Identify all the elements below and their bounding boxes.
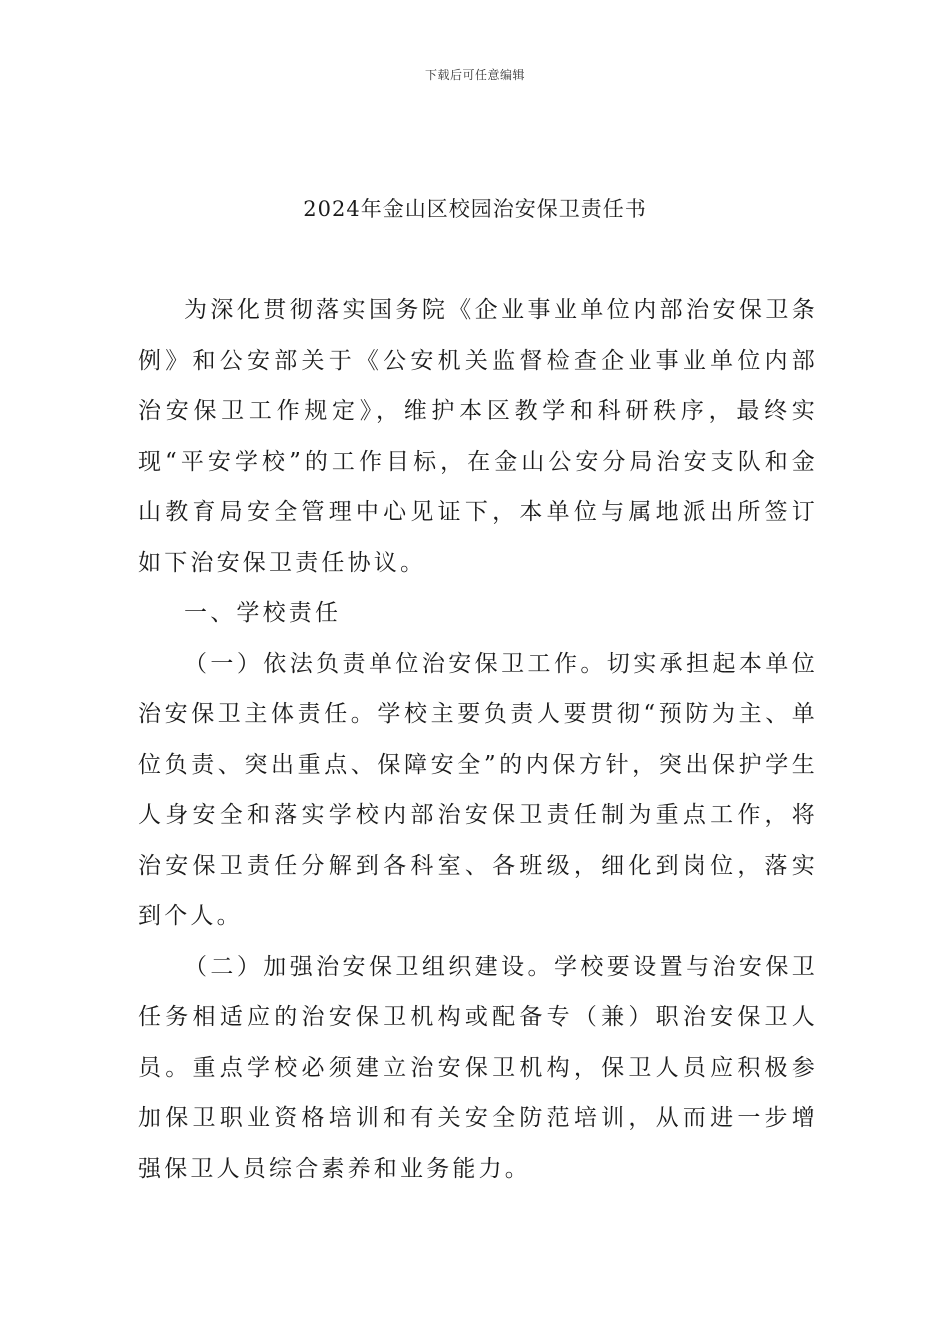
document-title: 2024年金山区校园治安保卫责任书 xyxy=(303,197,647,221)
paragraph-item-2: （二）加强治安保卫组织建设。学校要设置与治安保卫任务相适应的治安保卫机构或配备专（兼）职治安保卫人员。重点学校必须建立治安保卫机构，保卫人员应积极参加保卫职业资格培训和有关安全防范培训，从而进一步增强保卫人员综合素养和业务能力。 xyxy=(138,953,818,1182)
document-body xyxy=(138,285,818,1194)
section-heading-school-responsibility: 一、学校责任 xyxy=(184,600,342,626)
header-note: 下载后可任意编辑 xyxy=(424,68,525,82)
paragraph-item-1: （一）依法负责单位治安保卫工作。切实承担起本单位治安保卫主体责任。学校主要负责人要贯彻“预防为主、单位负责、突出重点、保障安全”的内保方针，突出保护学生人身安全和落实学校内部治安保卫责任制为重点工作，将治安保卫责任分解到各科室、各班级，细化到岗位，落实到个人。 xyxy=(138,650,818,929)
paragraph-intro: 为深化贯彻落实国务院《企业事业单位内部治安保卫条例》和公安部关于《公安机关监督检查企业事业单位内部治安保卫工作规定》，维护本区教学和科研秩序，最终实现“平安学校”的工作目标，在金山公安分局治安支队和金山教育局安全管理中心见证下，本单位与属地派出所签订如下治安保卫责任协议。 xyxy=(138,297,818,576)
